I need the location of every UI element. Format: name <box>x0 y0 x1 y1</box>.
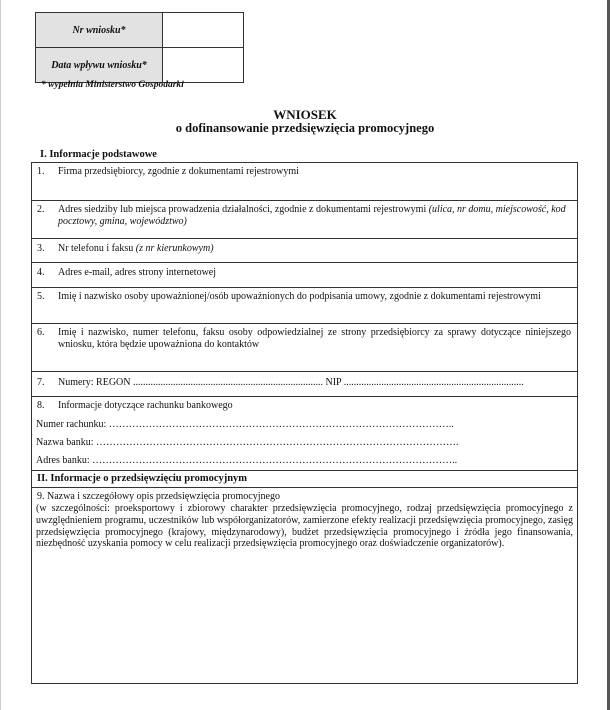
application-number-label: Nr wniosku* <box>36 13 163 48</box>
item-label-main: Adres siedziby lub miejsca prowadzenia działalności, zgodnie z dokumentami rejestrowymi <box>58 204 429 215</box>
item-number: 4. <box>37 267 45 278</box>
item-label <box>58 243 571 255</box>
field-email-website[interactable] <box>32 263 577 288</box>
item-description: (w szczególności: proeksportowy i zbiorowy charakter przedsięwzięcia promocyjnego, rodzaj przedsięwzięcia promocyjnego z uwzględnieniem programu, uczestników lub współorganizatorów, zamierzone efekty realizacji przedsięwzięcia promocyjnego, zasięg przedsięwzięcia promocyjnego (krajowy, międzynarodowy), budżet przedsięwzięcia promocyjnego i źródła jego finansowania, niezbędność uzyskania pomocy w celu realizacji przedsięwzięcia promocyjnego oraz doświadczenie organizatorów). <box>36 503 573 550</box>
item-hint: (ulica, nr domu, miejscowość, kod pocztowy, gmina, województwo) <box>58 204 566 227</box>
item-number: 2. <box>37 204 45 215</box>
bank-name-line[interactable]: Nazwa banku: ………………………………………………………………………………………………. <box>36 437 459 448</box>
field-company-name[interactable] <box>32 163 577 201</box>
registry-box <box>35 12 244 83</box>
item-label <box>58 204 571 228</box>
item-label: 9. Nazwa i szczegółowy opis przedsięwzięcia promocyjnego <box>37 491 280 502</box>
item-hint: (z nr kierunkowym) <box>135 243 214 254</box>
item-number: 5. <box>37 291 45 302</box>
item-label: Imię i nazwisko, numer telefonu, faksu osoby odpowiedzialnej ze strony przedsiębiorcy za sprawy dotyczące niniejszego wniosku, która będzie upoważniona do kontaktów <box>58 327 571 350</box>
section1-heading: I. Informacje podstawowe <box>40 149 157 160</box>
section2-heading-bar <box>32 471 577 488</box>
item-label: Informacje dotyczące rachunku bankowego <box>58 400 233 411</box>
field-authorized-persons[interactable] <box>32 288 577 324</box>
form-subtitle: o dofinansowanie przedsięwzięcia promocyjnego <box>175 121 435 135</box>
field-bank-info[interactable] <box>32 397 577 471</box>
item-label: Firma przedsiębiorcy, zgodnie z dokumentami rejestrowymi <box>58 166 299 177</box>
item-label-main: Nr telefonu i faksu <box>58 243 136 254</box>
field-regon-nip[interactable] <box>32 372 577 397</box>
item-label: Numery: REGON ............................................................................ NIP ........................................................................ <box>58 377 524 388</box>
bank-account-line[interactable]: Numer rachunku: ………………………………………………………………………………………….. <box>36 419 454 430</box>
item-number: 3. <box>37 243 45 254</box>
ministry-note: * wypełnia Ministerstwo Gospodarki <box>41 80 184 90</box>
field-contact-person[interactable] <box>32 324 577 372</box>
item-number: 8. <box>37 400 45 411</box>
field-company-address[interactable] <box>32 201 577 239</box>
receipt-date-field[interactable] <box>163 48 244 83</box>
item-number: 7. <box>37 377 45 388</box>
item-number: 1. <box>37 166 45 177</box>
receipt-date-label: Data wpływu wniosku* <box>36 48 163 83</box>
item-label: Imię i nazwisko osoby upoważnionej/osób upoważnionych do podpisania umowy, zgodnie z dokumentami rejestrowymi <box>58 291 541 302</box>
form-title: WNIOSEK <box>273 107 337 122</box>
application-number-field[interactable] <box>163 13 244 48</box>
form-frame <box>31 162 578 684</box>
item-label: Adres e-mail, adres strony internetowej <box>58 267 217 278</box>
bank-address-line[interactable]: Adres banku: ……………………………………………………………………………………………….. <box>36 455 458 466</box>
item-number: 6. <box>37 327 45 338</box>
field-phone-fax[interactable] <box>32 239 577 263</box>
section2-heading: II. Informacje o przedsięwzięciu promocyjnym <box>37 473 248 484</box>
